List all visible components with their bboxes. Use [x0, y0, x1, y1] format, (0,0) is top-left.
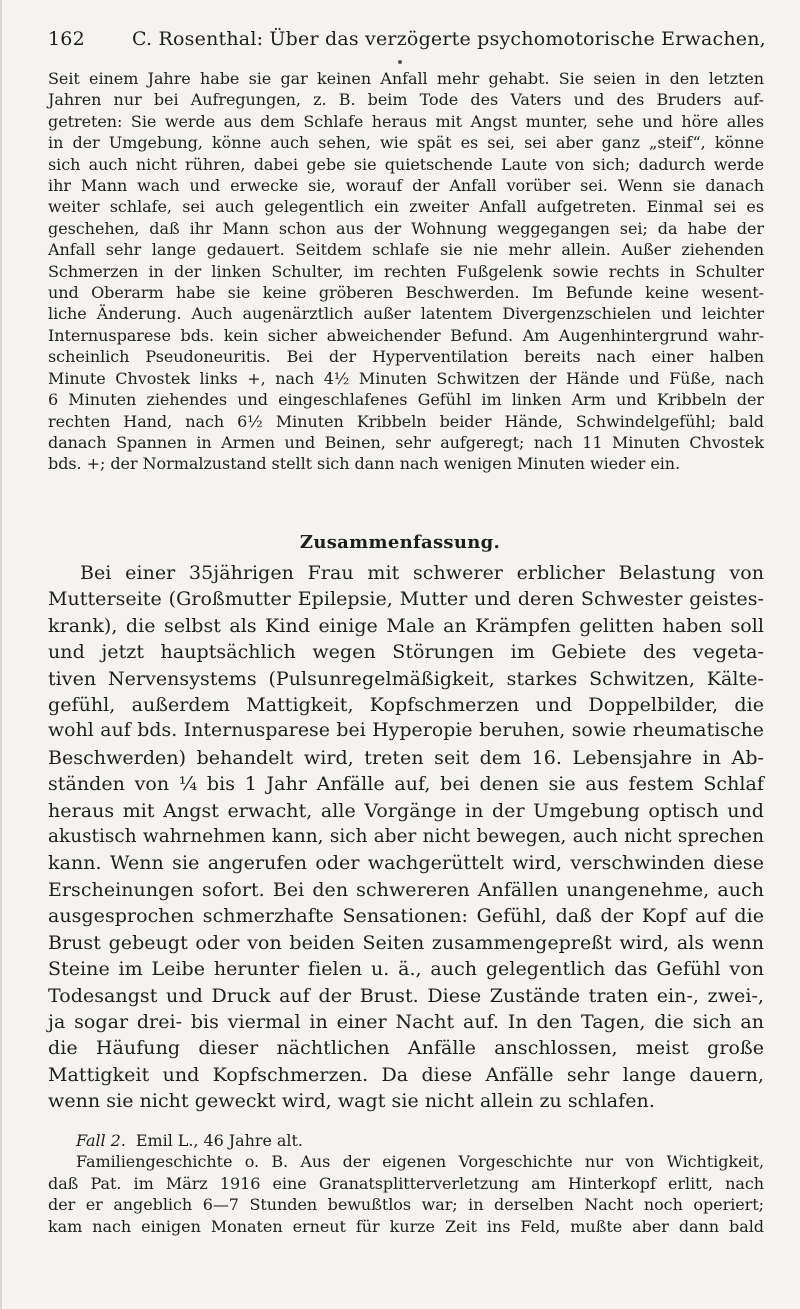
text-line: bds. +; der Normalzustand stellt sich dann nach wenigen Minuten wieder ein. — [48, 454, 681, 474]
text-line: die Häufung dieser nächtlichen Anfälle anschlossen, meist große — [48, 1037, 764, 1060]
text-line: Erscheinungen sofort. Bei den schwereren Anfällen unangenehme, auch — [48, 878, 764, 901]
text-line: Bei einer 35jährigen Frau mit schwerer erblicher Belastung von — [80, 562, 764, 584]
text-line: Brust gebeugt oder von beiden Seiten zusammengepreßt wird, als wenn — [48, 931, 764, 954]
case-patient: Emil L., 46 Jahre alt. — [135, 1131, 303, 1150]
page-edge-shadow — [0, 0, 2, 1309]
text-line: Mutterseite (Großmutter Epilepsie, Mutter und deren Schwester geistes- — [48, 588, 764, 611]
text-line: und Oberarm habe sie keine gröberen Beschwerden. Im Befunde keine wesent- — [48, 283, 764, 303]
text-line: heraus mit Angst erwacht, alle Vorgänge in der Umgebung optisch und — [48, 799, 764, 822]
text-line: und jetzt hauptsächlich wegen Störungen im Gebiete des vegeta- — [48, 641, 764, 664]
text-line: kam nach einigen Monaten erneut für kurze Zeit ins Feld, mußte aber dann bald — [48, 1216, 764, 1236]
text-line: ausgesprochen schmerzhafte Sensationen: Gefühl, daß der Kopf auf die — [48, 905, 764, 928]
text-line: wohl auf bds. Internusparese bei Hyperopie beruhen, sowie rheumatische — [48, 720, 764, 742]
running-header — [48, 28, 768, 50]
print-speck — [398, 60, 402, 64]
text-line: sich auch nicht rühren, dabei gebe sie quietschende Laute von sich; dadurch werde — [48, 154, 764, 174]
text-line: Todesangst und Druck auf der Brust. Diese Zustände traten ein-, zwei-, — [48, 984, 764, 1007]
text-line: wenn sie nicht geweckt wird, wagt sie nicht allein zu schlafen. — [48, 1090, 655, 1113]
case-title — [48, 1130, 764, 1151]
text-line: ständen von ¼ bis 1 Jahr Anfälle auf, bei denen sie aus festem Schlaf — [48, 773, 764, 796]
text-line: Familiengeschichte o. B. Aus der eigenen Vorgeschichte nur von Wichtigkeit, — [76, 1152, 764, 1172]
text-line: Steine im Leibe herunter fielen u. ä., auch gelegentlich das Gefühl von — [48, 958, 764, 981]
text-line: daß Pat. im März 1916 eine Granatsplitterverletzung am Hinterkopf erlitt, nach — [48, 1173, 764, 1193]
text-line: weiter schlafe, sei auch gelegentlich ein zweiter Anfall aufgetreten. Einmal sei es — [48, 197, 764, 217]
summary-paragraph — [48, 560, 764, 1115]
case-label: Fall 2. — [76, 1131, 126, 1150]
text-line: Seit einem Jahre habe sie gar keinen Anfall mehr gehabt. Sie seien in den letzten — [48, 69, 764, 88]
case-history-paragraph — [48, 68, 764, 475]
text-line: Schmerzen in der linken Schulter, im rechten Fußgelenk sowie rechts in Schulter — [48, 261, 764, 281]
text-line: tiven Nervensystems (Pulsunregelmäßigkeit, starkes Schwitzen, Kälte- — [48, 667, 764, 690]
text-line: Mattigkeit und Kopfschmerzen. Da diese Anfälle sehr lange dauern, — [48, 1063, 764, 1086]
text-line: rechten Hand, nach 6½ Minuten Kribbeln beider Hände, Schwindelgefühl; bald — [48, 411, 764, 431]
text-line: der er angeblich 6—7 Stunden bewußtlos war; in derselben Nacht noch operiert; — [48, 1195, 764, 1215]
text-line: Minute Chvostek links +, nach 4½ Minuten Schwitzen der Hände und Füße, nach — [48, 368, 764, 388]
text-line: scheinlich Pseudoneuritis. Bei der Hyperventilation bereits nach einer halben — [48, 347, 764, 367]
text-line: kann. Wenn sie angerufen oder wachgerüttelt wird, verschwinden diese — [48, 852, 764, 875]
text-line: Jahren nur bei Aufregungen, z. B. beim Tode des Vaters und des Bruders auf- — [48, 90, 764, 110]
text-line: geschehen, daß ihr Mann schon aus der Wohnung weggegangen sei; da habe der — [48, 218, 764, 238]
text-line: akustisch wahrnehmen kann, sich aber nicht bewegen, auch nicht sprechen — [48, 826, 764, 848]
page-number: 162 — [48, 28, 85, 50]
case-2-paragraph — [48, 1130, 764, 1237]
section-heading: Zusammenfassung. — [299, 532, 501, 553]
text-line: Anfall sehr lange gedauert. Seitdem schlafe sie nie mehr allein. Außer ziehenden — [48, 240, 764, 260]
text-line: Internusparese bds. kein sicher abweichender Befund. Am Augenhintergrund wahr- — [48, 325, 764, 345]
text-line: danach Spannen in Armen und Beinen, sehr aufgeregt; nach 11 Minuten Chvostek — [48, 432, 764, 452]
text-line: in der Umgebung, könne auch sehen, wie spät es sei, sei aber ganz „steif“, könne — [48, 133, 764, 153]
text-line: Beschwerden) behandelt wird, treten seit dem 16. Lebensjahre in Ab- — [48, 746, 764, 769]
text-line: gefühl, außerdem Mattigkeit, Kopfschmerzen und Doppelbilder, die — [48, 694, 764, 717]
text-line: liche Änderung. Auch augenärztlich außer latentem Divergenzschielen und leichter — [48, 304, 764, 324]
running-title: C. Rosenthal: Über das verzögerte psychomotorische Erwachen, — [132, 28, 766, 50]
text-line: getreten: Sie werde aus dem Schlafe heraus mit Angst munter, sehe und höre alles — [48, 111, 764, 131]
text-line: krank), die selbst als Kind einige Male an Krämpfen gelitten haben soll — [48, 614, 764, 637]
text-line: ja sogar drei- bis viermal in einer Nacht auf. In den Tagen, die sich an — [48, 1010, 764, 1033]
text-line: ihr Mann wach und erwecke sie, worauf der Anfall vorüber sei. Wenn sie danach — [48, 176, 764, 196]
text-line: 6 Minuten ziehendes und eingeschlafenes Gefühl im linken Arm und Kribbeln der — [48, 390, 764, 410]
